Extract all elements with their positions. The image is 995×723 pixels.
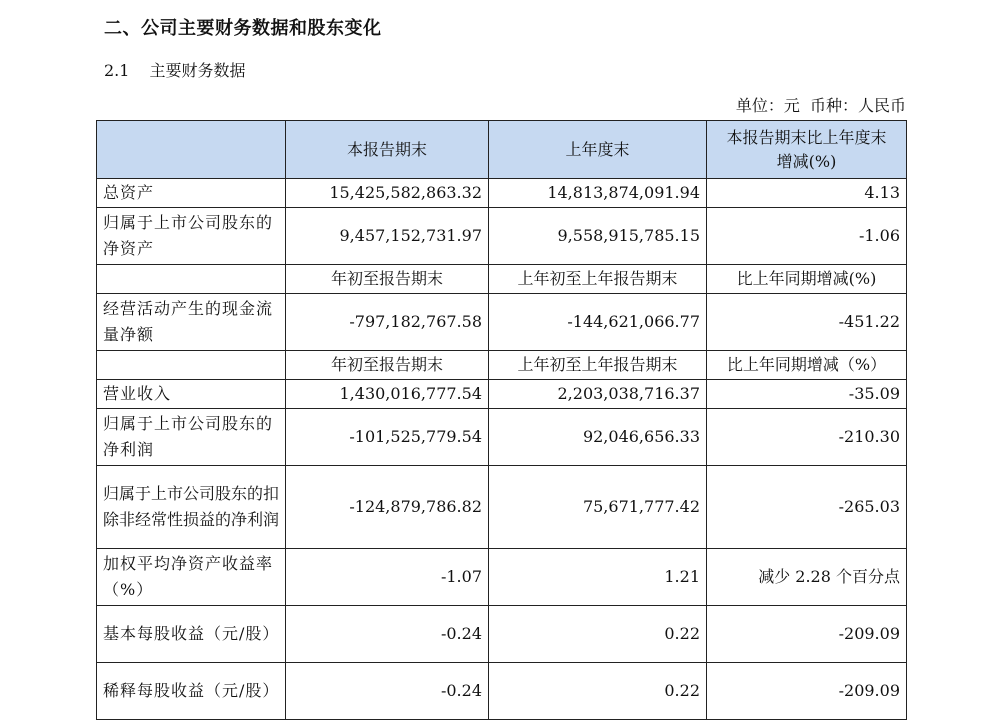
prior-value: 9,558,915,785.15 bbox=[489, 208, 707, 265]
section-title: 二、公司主要财务数据和股东变化 bbox=[104, 18, 382, 39]
change-value: -35.09 bbox=[707, 380, 907, 409]
current-value: -101,525,779.54 bbox=[286, 409, 489, 466]
prior-value: -144,621,066.77 bbox=[489, 294, 707, 351]
prior-value: 1.21 bbox=[489, 549, 707, 606]
change-value: -1.06 bbox=[707, 208, 907, 265]
table-header-row bbox=[97, 121, 907, 179]
subheader-yoy-change: 比上年同期增减（%） bbox=[707, 351, 907, 380]
current-value: -0.24 bbox=[286, 606, 489, 663]
row-label: 基本每股收益（元/股） bbox=[97, 606, 286, 663]
change-value: 减少 2.28 个百分点 bbox=[707, 549, 907, 606]
row-label: 加权平均净资产收益率（%） bbox=[97, 549, 286, 606]
unit-currency-note: 单位：元 币种：人民币 bbox=[735, 96, 906, 115]
header-item-column bbox=[97, 121, 286, 179]
header-change-percent: 本报告期末比上年度末增减(%) bbox=[707, 121, 907, 179]
prior-value: 92,046,656.33 bbox=[489, 409, 707, 466]
table-row bbox=[97, 208, 907, 265]
table-row bbox=[97, 663, 907, 720]
row-label: 归属于上市公司股东的净资产 bbox=[97, 208, 286, 265]
current-value: -124,879,786.82 bbox=[286, 466, 489, 549]
table-row bbox=[97, 549, 907, 606]
table-row bbox=[97, 179, 907, 208]
current-value: -1.07 bbox=[286, 549, 489, 606]
prior-value: 75,671,777.42 bbox=[489, 466, 707, 549]
subheader-empty-cell bbox=[97, 351, 286, 380]
subsection-number: 2.1 bbox=[104, 61, 130, 80]
prior-value: 14,813,874,091.94 bbox=[489, 179, 707, 208]
current-value: 1,430,016,777.54 bbox=[286, 380, 489, 409]
table-row bbox=[97, 466, 907, 549]
prior-value: 0.22 bbox=[489, 606, 707, 663]
current-value: 9,457,152,731.97 bbox=[286, 208, 489, 265]
row-label: 营业收入 bbox=[97, 380, 286, 409]
current-value: -797,182,767.58 bbox=[286, 294, 489, 351]
change-value: -209.09 bbox=[707, 663, 907, 720]
table-subheader-row bbox=[97, 265, 907, 294]
prior-value: 2,203,038,716.37 bbox=[489, 380, 707, 409]
subheader-prior-ytd: 上年初至上年报告期末 bbox=[489, 265, 707, 294]
current-value: 15,425,582,863.32 bbox=[286, 179, 489, 208]
change-value: -451.22 bbox=[707, 294, 907, 351]
change-value: -210.30 bbox=[707, 409, 907, 466]
subheader-ytd: 年初至报告期末 bbox=[286, 265, 489, 294]
table-row bbox=[97, 294, 907, 351]
subheader-empty-cell bbox=[97, 265, 286, 294]
financial-data-table bbox=[96, 120, 907, 720]
change-value: 4.13 bbox=[707, 179, 907, 208]
table-row bbox=[97, 409, 907, 466]
row-label: 稀释每股收益（元/股） bbox=[97, 663, 286, 720]
table-row bbox=[97, 380, 907, 409]
row-label: 经营活动产生的现金流量净额 bbox=[97, 294, 286, 351]
subheader-ytd: 年初至报告期末 bbox=[286, 351, 489, 380]
change-value: -265.03 bbox=[707, 466, 907, 549]
row-label: 总资产 bbox=[97, 179, 286, 208]
header-prior-year-end: 上年度末 bbox=[489, 121, 707, 179]
table-subheader-row bbox=[97, 351, 907, 380]
subsection-heading bbox=[104, 58, 245, 81]
row-label: 归属于上市公司股东的扣除非经常性损益的净利润 bbox=[97, 466, 286, 549]
prior-value: 0.22 bbox=[489, 663, 707, 720]
row-label: 归属于上市公司股东的净利润 bbox=[97, 409, 286, 466]
subheader-prior-ytd: 上年初至上年报告期末 bbox=[489, 351, 707, 380]
subheader-yoy-change: 比上年同期增减(%) bbox=[707, 265, 907, 294]
table-row bbox=[97, 606, 907, 663]
header-current-period-end: 本报告期末 bbox=[286, 121, 489, 179]
subsection-title: 主要财务数据 bbox=[149, 61, 246, 80]
current-value: -0.24 bbox=[286, 663, 489, 720]
change-value: -209.09 bbox=[707, 606, 907, 663]
